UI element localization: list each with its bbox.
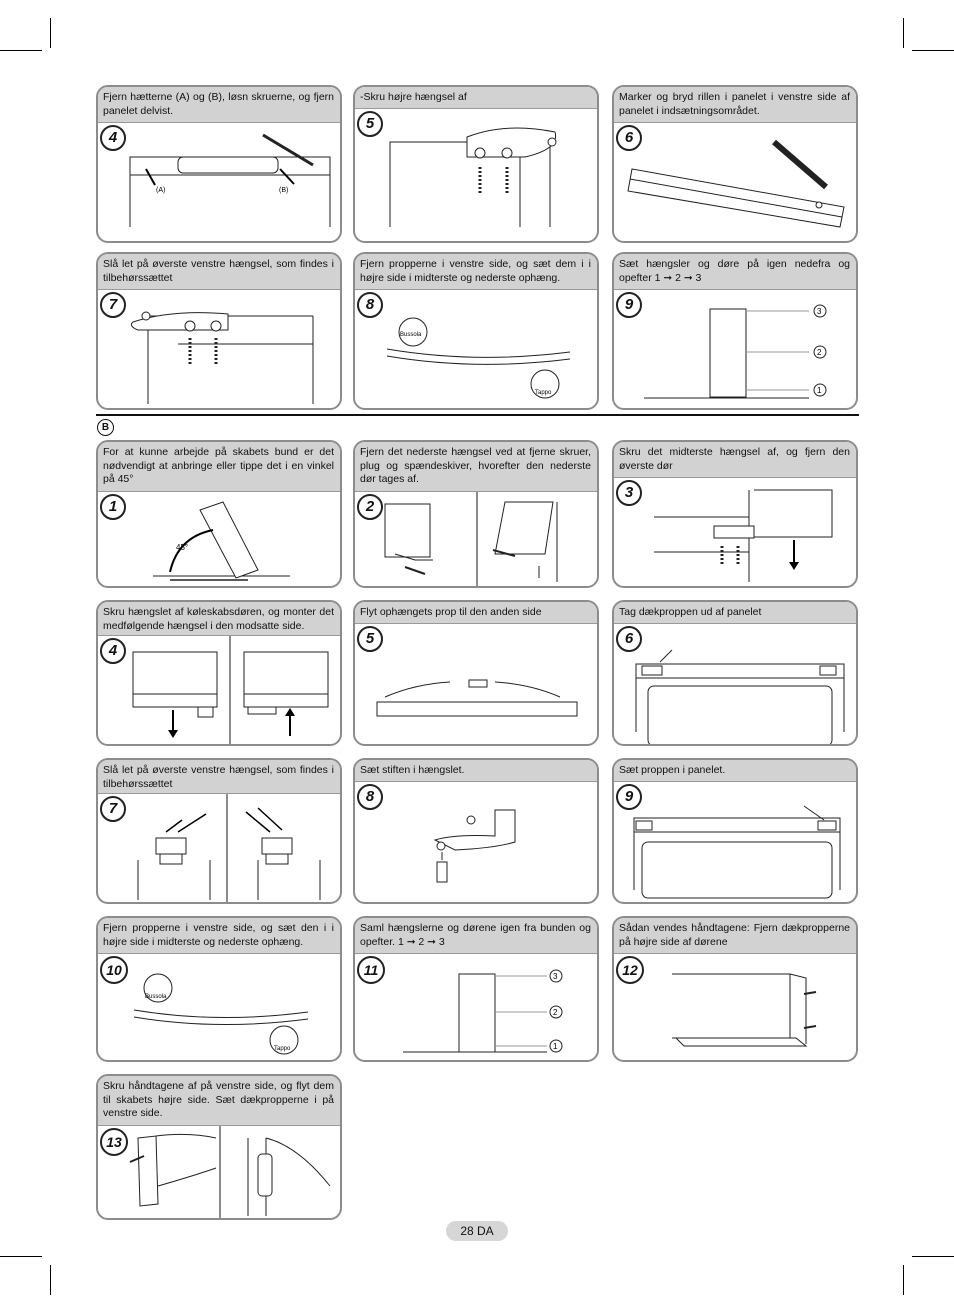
- section-label: B: [97, 419, 114, 436]
- crop-mark: [0, 1256, 42, 1257]
- order-label: 1: [817, 386, 822, 395]
- illustration-move-plug: [355, 602, 599, 746]
- step-card-b-3: [612, 440, 858, 588]
- illustration-door-hinge-swap: [98, 602, 342, 746]
- step-card-b-9: [612, 758, 858, 904]
- illustration-bottom-hinge: [355, 442, 599, 588]
- illustration-remove-cap: [614, 602, 858, 746]
- step-number: 5: [357, 626, 383, 652]
- step-number: 13: [100, 1128, 128, 1156]
- step-number: 4: [100, 125, 126, 151]
- order-label: 3: [553, 972, 558, 981]
- illustration-move-handles: [98, 1076, 342, 1220]
- step-instruction: Tag dækproppen ud af panelet: [614, 602, 856, 624]
- step-card-b-13: [96, 1074, 342, 1220]
- step-card-b-10: [96, 916, 342, 1062]
- step-card-b-12: [612, 916, 858, 1062]
- step-number: 6: [616, 626, 642, 652]
- illustration-reassembly-order: [614, 254, 858, 410]
- step-card-b-6: [612, 600, 858, 746]
- step-card-b-8: [353, 758, 599, 904]
- step-number: 8: [357, 292, 383, 318]
- illustration-panel-groove: [614, 87, 858, 243]
- label-tappo: Tappo: [274, 1046, 291, 1052]
- step-instruction: Sådan vendes håndtagene: Fjern dækpropperne på højre side af dørene: [614, 918, 856, 954]
- illustration-plug-swap: [355, 254, 599, 410]
- step-number: 6: [616, 125, 642, 151]
- label-tappo: Tappo: [535, 390, 552, 396]
- step-instruction: Skru det midterste hængsel af, og fjern den øverste dør: [614, 442, 856, 478]
- step-number: 11: [357, 956, 385, 984]
- step-instruction: Slå let på øverste venstre hængsel, som findes i tilbehørssættet: [98, 254, 340, 290]
- step-number: 3: [616, 480, 642, 506]
- order-label: 1: [553, 1042, 558, 1051]
- step-number: 2: [357, 494, 383, 520]
- crop-mark: [912, 50, 954, 51]
- illustration-middle-hinge: [614, 442, 858, 588]
- step-instruction: Slå let på øverste venstre hængsel, som findes i tilbehørssættet: [98, 760, 340, 794]
- step-instruction: Fjern propperne i venstre side, og sæt den i i højre side i midterste og nederste ophæng.: [98, 918, 340, 954]
- step-card-b-4: [96, 600, 342, 746]
- step-instruction: Flyt ophængets prop til den anden side: [355, 602, 597, 624]
- step-instruction: Sæt stiften i hængslet.: [355, 760, 597, 782]
- step-card-top-6: [612, 85, 858, 243]
- step-number: 7: [100, 292, 126, 318]
- label-bussola: Bussola: [145, 994, 167, 1000]
- illustration-handle-caps: [614, 918, 858, 1062]
- crop-mark: [50, 1265, 51, 1295]
- step-number: 9: [616, 292, 642, 318]
- step-instruction: Marker og bryd rillen i panelet i venstre side af panelet i indsætningsområdet.: [614, 87, 856, 123]
- order-label: 2: [553, 1008, 558, 1017]
- step-instruction: Fjern propperne i venstre side, og sæt dem i i højre side i midterste og nederste ophæng.: [355, 254, 597, 290]
- step-card-top-8: [353, 252, 599, 410]
- step-instruction: Sæt hængsler og døre på igen nedefra og opefter 1 ➞ 2 ➞ 3: [614, 254, 856, 290]
- step-instruction: Fjern hætterne (A) og (B), løsn skruerne, og fjern panelet delvist.: [98, 87, 340, 123]
- step-card-top-7: [96, 252, 342, 410]
- step-instruction: Fjern det nederste hængsel ved at fjerne skruer, plug og spændeskiver, hvorefter den nederste dør tages af.: [355, 442, 597, 492]
- step-number: 9: [616, 784, 642, 810]
- step-instruction: Skru håndtagene af på venstre side, og flyt dem til skabets højre side. Sæt dækpropperne i på venstre side.: [98, 1076, 340, 1126]
- step-card-b-2: [353, 440, 599, 588]
- step-number: 4: [100, 638, 126, 664]
- label-bussola: Bussola: [400, 332, 422, 338]
- illustration-panel-caps: [98, 87, 342, 243]
- illustration-insert-cap: [614, 760, 858, 904]
- step-card-b-5: [353, 600, 599, 746]
- illustration-plug-swap: [98, 918, 342, 1062]
- order-label: 3: [817, 307, 822, 316]
- step-number: 10: [100, 956, 128, 984]
- crop-mark: [912, 1256, 954, 1257]
- step-card-top-9: [612, 252, 858, 410]
- step-number: 7: [100, 796, 126, 822]
- order-label: 2: [817, 348, 822, 357]
- step-instruction: Saml hængslerne og dørene igen fra bunden og opefter. 1 ➞ 2 ➞ 3: [355, 918, 597, 954]
- illustration-right-hinge: [355, 87, 599, 243]
- step-number: 12: [616, 956, 644, 984]
- crop-mark: [0, 50, 42, 51]
- section-divider: [96, 414, 859, 416]
- step-instruction: Skru hængslet af køleskabsdøren, og monter det medfølgende hængsel i den modsatte side.: [98, 602, 340, 636]
- crop-mark: [903, 1265, 904, 1295]
- label-b: (B): [279, 187, 289, 194]
- step-number: 1: [100, 494, 126, 520]
- label-a: (A): [156, 187, 166, 194]
- step-instruction: -Skru højre hængsel af: [355, 87, 597, 109]
- illustration-tilt-45: [98, 442, 342, 588]
- angle-label: 45°: [176, 543, 189, 552]
- step-card-top-4: [96, 85, 342, 243]
- illustration-insert-pin: [355, 760, 599, 904]
- step-card-b-7: [96, 758, 342, 904]
- step-card-b-11: [353, 916, 599, 1062]
- illustration-reassembly-order: [355, 918, 599, 1062]
- illustration-left-hinge: [98, 254, 342, 410]
- step-card-top-5: [353, 85, 599, 243]
- illustration-tap-hinge: [98, 760, 342, 904]
- step-card-b-1: [96, 440, 342, 588]
- step-number: 5: [357, 111, 383, 137]
- step-number: 8: [357, 784, 383, 810]
- step-instruction: For at kunne arbejde på skabets bund er det nødvendigt at anbringe eller tippe det i en vinkel på 45°: [98, 442, 340, 492]
- page-number: 28 DA: [446, 1221, 508, 1241]
- crop-mark: [903, 18, 904, 48]
- crop-mark: [50, 18, 51, 48]
- step-instruction: Sæt proppen i panelet.: [614, 760, 856, 782]
